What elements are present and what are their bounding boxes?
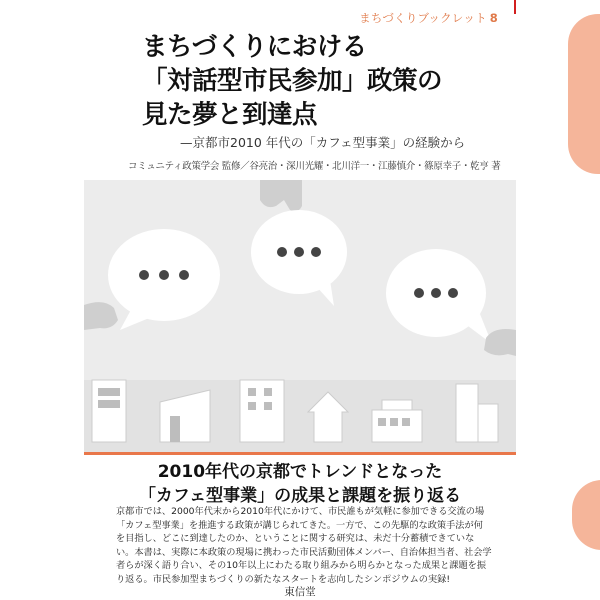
cover-illustration: [84, 180, 516, 452]
divider-bar: [84, 452, 516, 455]
headline: [84, 460, 516, 508]
headline-line-2: 「カフェ型事業」の成果と課題を振り返る: [138, 486, 462, 506]
series-label: [359, 10, 498, 26]
authors: コミュニティ政策学会 監修／谷亮治・深川光耀・北川洋一・江藤慎介・篠原幸子・乾亨 著: [128, 161, 501, 172]
accent-tab-top: [568, 14, 600, 174]
series-number: 8: [489, 11, 498, 25]
accent-tab-bottom: [572, 480, 600, 550]
top-edge-mark: [514, 0, 516, 14]
description-text: 京都市では、2000年代末から2010年代にかけて、市民誰もが気軽に参加できる交流の場「カフェ型事業」を推進する政策が講じられてきた。一方で、この先駆的な政策手法が何を目指し、どこに到達したのか、ということに関する研究は、未だ十分蓄積できていない。本書は、実際に本政策の現場に携わった市民活動団体メンバー、自治体担当者、社会学者らが深く語り合い、その10年以上にわたる取り組みから明らかとなった成果と課題を振り返る。市民参加型まちづくりの新たなスタートを志向したシンポジウムの実録!: [116, 506, 492, 585]
series-name: まちづくりブックレット: [359, 11, 487, 25]
publisher: 東信堂: [284, 586, 316, 598]
title-line-2: 「対話型市民参加」政策の: [142, 66, 443, 96]
title-line-3: 見た夢と到達点: [142, 100, 318, 130]
description: [116, 505, 492, 587]
headline-line-1: 2010年代の京都でトレンドとなった: [157, 462, 443, 482]
title-line-1: まちづくりにおける: [142, 32, 367, 62]
book-title: [142, 30, 542, 132]
subtitle: —京都市2010 年代の「カフェ型事業」の経験から: [180, 135, 466, 150]
